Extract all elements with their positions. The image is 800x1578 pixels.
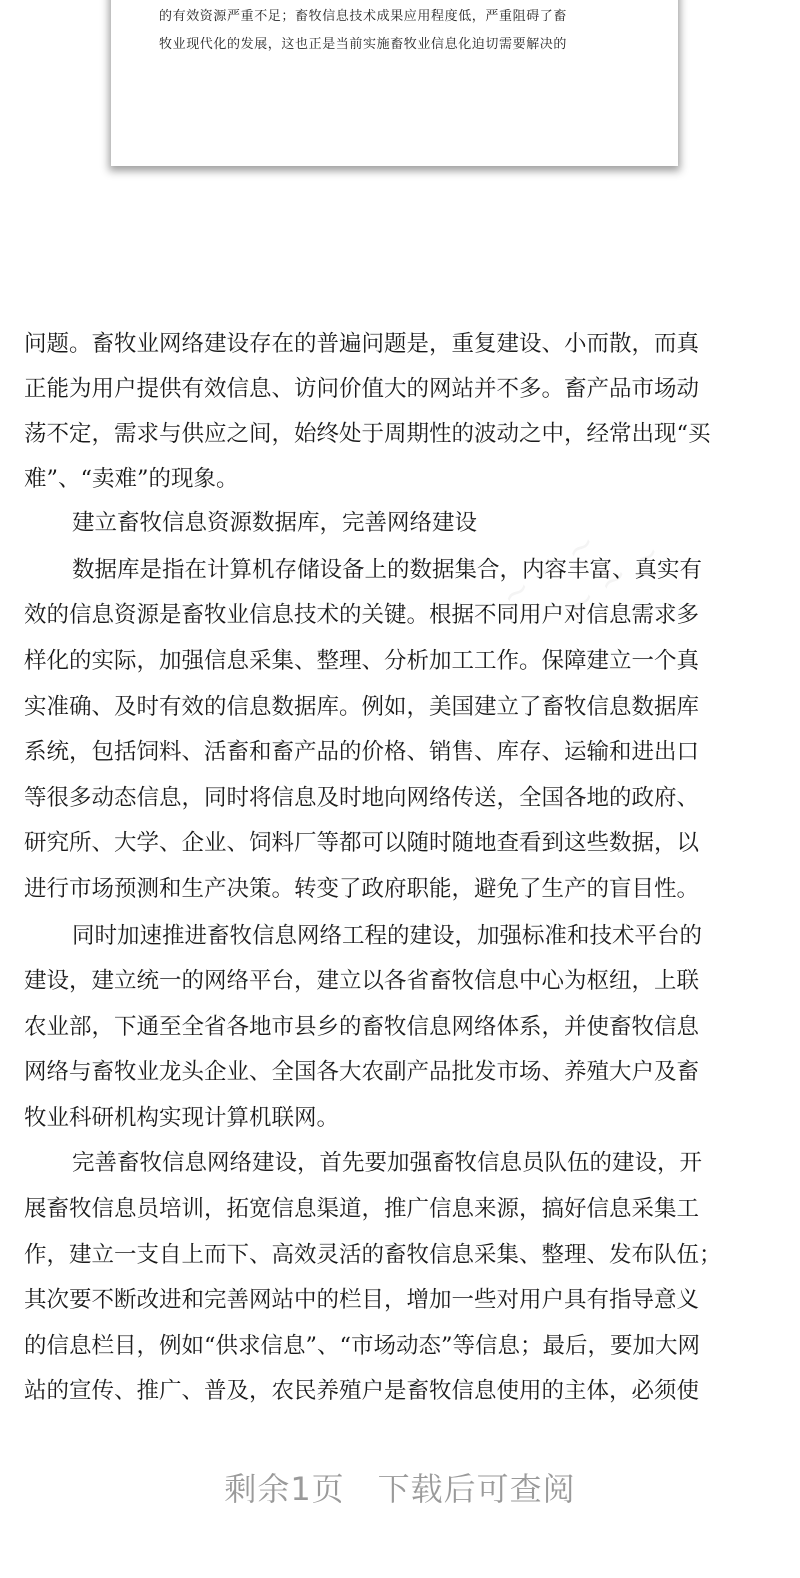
paragraph-line: 站的宣传、推广、普及，农民养殖户是畜牧信息使用的主体，必须使	[24, 1378, 700, 1404]
paragraph-line: 建设，建立统一的网络平台，建立以各省畜牧信息中心为枢纽，上联	[24, 968, 700, 994]
paragraph-line: 牧业科研机构实现计算机联网。	[24, 1105, 340, 1131]
paragraph-line: 农业部，下通至全省各地市县乡的畜牧信息网络体系，并使畜牧信息	[24, 1014, 700, 1040]
paragraph-line: 作，建立一支自上而下、高效灵活的畜牧信息采集、整理、发布队伍；	[24, 1242, 722, 1268]
paragraph-line: 难”、“卖难”的现象。	[24, 466, 239, 492]
remaining-pages-notice[interactable]: 剩余1页 下载后可查阅	[224, 1470, 576, 1508]
paragraph-line: 的信息栏目，例如“供求信息”、“市场动态”等信息；最后，要加大网	[24, 1333, 701, 1359]
paragraph-line: 正能为用户提供有效信息、访问价值大的网站并不多。畜产品市场动	[24, 376, 700, 402]
paragraph-line: 其次要不断改进和完善网站中的栏目，增加一些对用户具有指导意义	[24, 1287, 700, 1313]
paragraph-line: 完善畜牧信息网络建设，首先要加强畜牧信息员队伍的建设，开	[72, 1150, 703, 1176]
paragraph-line: 等很多动态信息，同时将信息及时地向网络传送，全国各地的政府、	[24, 785, 700, 811]
section-heading: 建立畜牧信息资源数据库，完善网络建设	[72, 510, 478, 536]
paragraph-line: 系统，包括饲料、活畜和畜产品的价格、销售、库存、运输和进出口	[24, 739, 700, 765]
paragraph-line: 效的信息资源是畜牧业信息技术的关键。根据不同用户对信息需求多	[24, 602, 700, 628]
paragraph-line: 研究所、大学、企业、饲料厂等都可以随时随地查看到这些数据，以	[24, 830, 700, 856]
paragraph-line: 展畜牧信息员培训，拓宽信息渠道，推广信息来源，搞好信息采集工	[24, 1196, 700, 1222]
card-text-line: 牧业现代化的发展，这也正是当前实施畜牧业信息化迫切需要解决的	[159, 37, 568, 52]
preview-page-card	[111, 0, 678, 166]
paragraph-line: 实准确、及时有效的信息数据库。例如，美国建立了畜牧信息数据库	[24, 694, 700, 720]
paragraph-line: 样化的实际，加强信息采集、整理、分析加工工作。保障建立一个真	[24, 648, 700, 674]
card-text-line: 的有效资源严重不足；畜牧信息技术成果应用程度低，严重阻碍了畜	[159, 9, 568, 24]
paragraph-line: 进行市场预测和生产决策。转变了政府职能，避免了生产的盲目性。	[24, 876, 700, 902]
paragraph-line: 数据库是指在计算机存储设备上的数据集合，内容丰富、真实有	[72, 557, 703, 583]
paragraph-line: 问题。畜牧业网络建设存在的普遍问题是，重复建设、小而散，而真	[24, 331, 700, 357]
paragraph-line: 荡不定，需求与供应之间，始终处于周期性的波动之中，经常出现“买	[24, 421, 711, 447]
paragraph-line: 同时加速推进畜牧信息网络工程的建设，加强标准和技术平台的	[72, 923, 703, 949]
paragraph-line: 网络与畜牧业龙头企业、全国各大农副产品批发市场、养殖大户及畜	[24, 1059, 700, 1085]
